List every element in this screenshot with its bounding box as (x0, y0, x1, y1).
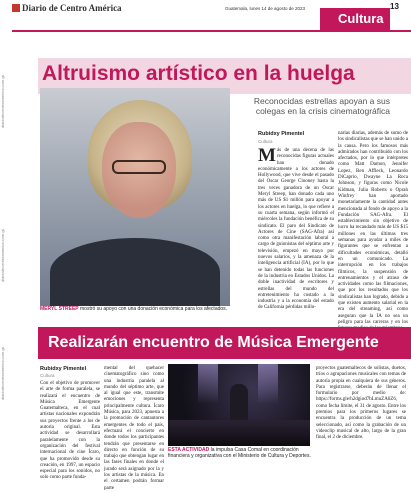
article1-column-1-text: ás de una decena de las reconocidas figuras actuales han donado económicamente a los actores de Hollywood, que vive desde el pasado del Oscar George Clooney hasta la tres veces ganadora de un Oscar Meryl Streep, han donado cada uno más de US $1 millón para apoyar a los actores en huelga, lo que refiere a su cuarta semana, según informó el miércoles la fundación benéfica de su sindicato. El paro del Sindicato de Actores de Cine (SAG-Afra) así como otra manifestación laboral a cargo de guionistas del séptimo arte y televisión, empezó en mayo por nuevos salarios, y la amenaza de la inteligencia artificial (IA), por lo que se han detenido todas las funciones de la industria en Estados Unidos. La doble inactividad de escritores y estrellas del mundo del entretenimiento ha costado a la industria y a la economía del estado de California pérdidas millo- (258, 148, 334, 311)
caption2-lead: ESTA ACTIVIDAD (168, 447, 210, 453)
issue-date: Guatemala, lunes 14 de agosto de 2023 (225, 6, 306, 11)
logo-mark-icon (12, 4, 20, 12)
section-tab[interactable] (320, 8, 390, 30)
caption2-text: la impulsa Casa Comal en coordinación financiera y organizativa con el Ministerio de Cultura y Deportes. (168, 447, 311, 459)
section-label: Cultura (338, 11, 384, 26)
page-number: 13 (390, 2, 399, 11)
stage-light-1 (198, 364, 218, 404)
photo-glasses (112, 160, 166, 174)
photo-shoulders (50, 238, 220, 306)
caption-lead: MERYL STREEP (40, 306, 79, 312)
article1-column-1 (258, 145, 334, 326)
header-rule (12, 30, 411, 32)
article2-byline: Rubidxy Pimentel (40, 366, 87, 372)
side-credit-2: diariodecentroamerica.com.gt (0, 229, 5, 282)
side-credit-3: diariodecentroamerica.com.gt (0, 347, 5, 400)
article2-column-3: proyectos guatemaltecos de solistas, duetos, tríos o agrupaciones musicales con temas de autoría propia en cualquiera de sus géneros. Para registrarse, deberán de llenar el formulario por medio de: https://forms.gle/h2dgiod7bLmuZA6Z6, como fecha límite, el 31 de agosto. Entre los premios para los primeros lugares se encuentra la producción de un tema seleccionado, así como la grabación de un videoclip musical de alto, largo de la gran final, el 2 de diciembre. (316, 366, 406, 441)
article1-column-2: narias diarias, además de sumo de los sindicalistas que se han unido a la causa. Pero los famosos más admirados han contribuido con los afectados, por lo que intérpretes como Matt Damon, Jennifer Lopez, Ben Affleck, Leonardo DiCaprio, Dwayne La Roca Johnson, y figuras como Nicole Kidman, Julia Roberts o Oprah Winfrey han aportado monetariamente la cantidad antes mencionada al fondo de apoyo a la Fundación SAG-Afra. El establecimiento sin objetivo de lucro ha recaudado más de US $15 millones en las últimas tres semanas para ayudar a miles de figurantes que se enfrentan a dificultades económicas, detalló en un comunicado. La interrupción en los trabajos fílmicos, la suspensión de entrenamientos y el atraso de actividades como las filmaciones, que por los resultados que los sindicalistas han logrado, debido a que existen aumento salarial en la era del streaming, así como aseguran que la IA no sea un peligro para las carreras y en los (338, 131, 408, 325)
article1-byline: Rubidxy Pimentel (258, 131, 305, 137)
article2-column-1: Con el objetivo de promover el arte de forma paralela, se realizará el encuentro de Música Emergente Guatemalteca, en el cual artistas nacionales expondrán sus proyectos frente a los de autoría original. Esta actividad se desarrollará paralelamente con la organización del festival internacional de cine Ícaro, que ha promovido desde su creación, en 1997, un espacio especial para los sonidos, no solo como parte funda- (40, 381, 100, 481)
drop-cap: M (258, 145, 276, 166)
article2-photo (168, 364, 310, 446)
article2-headline: Realizarán encuentro de Música Emergente (48, 334, 379, 351)
article2-byline-section: Cultura (40, 373, 55, 378)
newspaper-logo[interactable] (12, 3, 122, 13)
photo-stage (168, 420, 310, 446)
article1-deck: Reconocidas estrellas apoyan a sus colegas en la crisis cinematográfica (253, 96, 390, 116)
caption-text: mostró su apoyo con una donación económica para los afectados. (80, 306, 228, 312)
article2-column-2: mental del quehacer cinematográfico sino como una industria paralela al mundo del séptimo arte, que al igual que este, transmite emociones y representa principalmente cultura. Ícaro Música, para 2023, apuesta a la promoción de cantautores emergentes de todo el país, efectuará el concierto en donde todos los participantes tendrán que presentarse en directo en función de su trabajo que obtengan lugar en las fases finales en donde el jurado será asignado por la y los artistas de la música. En el certamen podrán formar parte (104, 366, 164, 491)
article1-headline: Altruismo artístico en la huelga (42, 62, 355, 85)
article1-photo (40, 88, 230, 306)
article2-photo-caption (168, 447, 313, 459)
article1-photo-caption (40, 306, 240, 312)
logo-text: Diario de Centro América (22, 3, 122, 13)
stage-light-2 (258, 364, 278, 404)
side-credit-1: diariodecentroamerica.com.gt (0, 75, 5, 128)
article1-byline-section: Cultura (258, 139, 273, 144)
